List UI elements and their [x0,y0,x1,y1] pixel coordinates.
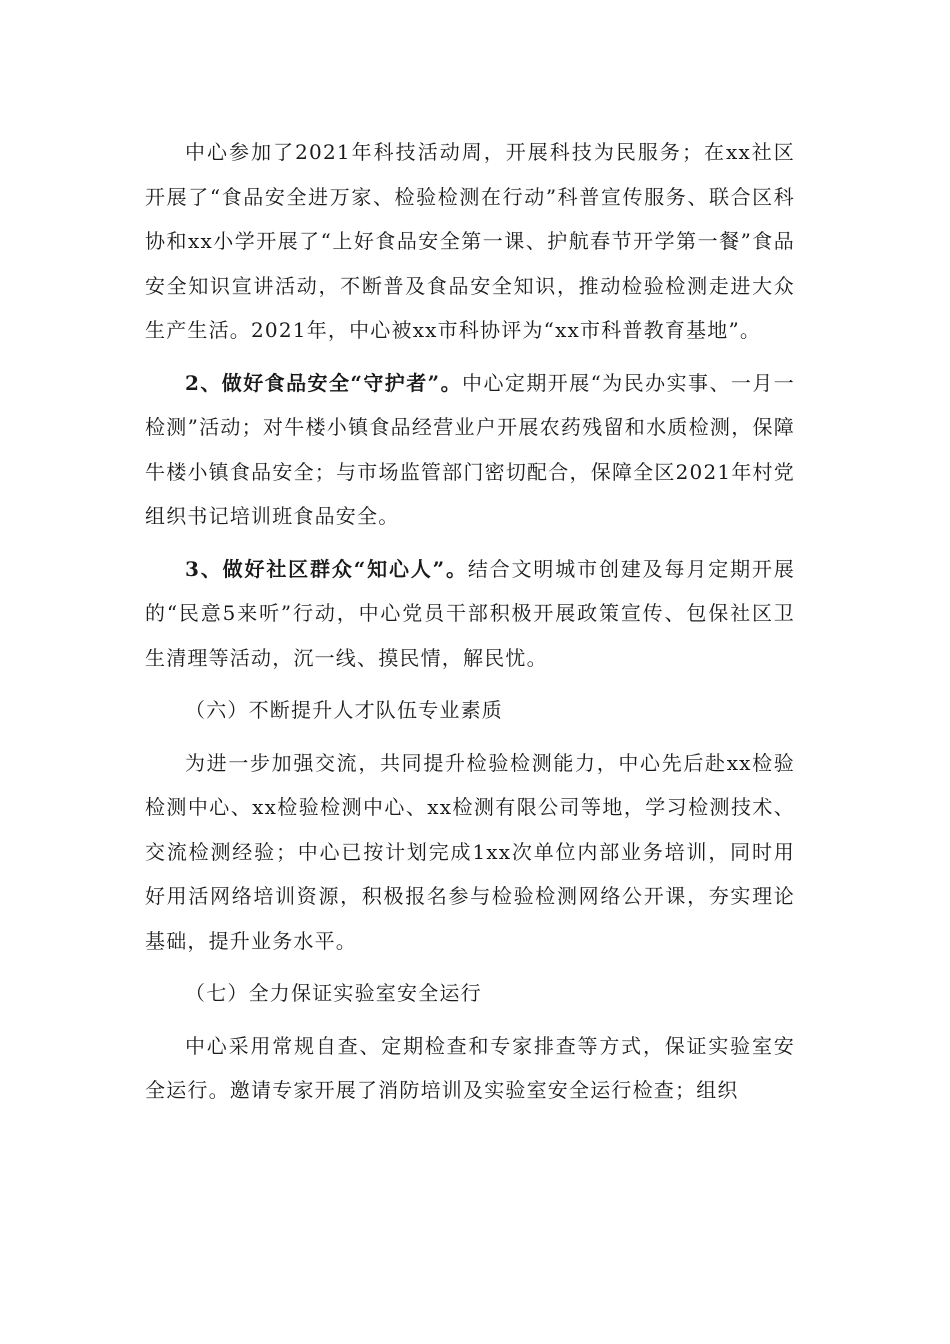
paragraph-exchange-training [145,741,795,964]
paragraph-text: 中心采用常规自查、定期检查和专家排查等方式，保证实验室安全运行。邀请专家开展了消防培训及实验室安全运行检查；组织 [145,1033,795,1102]
paragraph-text: 结合文明城市创建及每月定期开展的“民意5来听”行动，中心党员干部积极开展政策宣传、包保社区卫生清理等活动，沉一线、摸民情，解民忧。 [145,556,795,670]
paragraph-lab-safety [145,1024,795,1113]
paragraph-text: 中心参加了2021年科技活动周，开展科技为民服务；在xx社区开展了“食品安全进万家、检验检测在行动”科普宣传服务、联合区科协和xx小学开展了“上好食品安全第一课、护航春节开学第一餐”食品安全知识宣讲活动，不断普及食品安全知识，推动检验检测走进大众生产生活。2021年，中心被xx市科协评为“xx市科普教育基地”。 [145,140,795,342]
paragraph-text: 为进一步加强交流，共同提升检验检测能力，中心先后赴xx检验检测中心、xx检验检测中心、xx检测有限公司等地，学习检测技术、交流检测经验；中心已按计划完成1xx次单位内部业务培训，同时用好用活网络培训资源，积极报名参与检验检测网络公开课，夯实理论基础，提升业务水平。 [145,750,795,953]
paragraph-lead: 3、做好社区群众“知心人”。 [185,556,468,581]
paragraph-food-safety-guardian [145,361,795,539]
section-heading-text: （六）不断提升人才队伍专业素质 [185,698,503,722]
paragraph-science-week [145,130,795,353]
section-heading-text: （七）全力保证实验室安全运行 [185,981,482,1005]
paragraph-text: 中心定期开展“为民办实事、一月一检测”活动；对牛楼小镇食品经营业户开展农药残留和水质检测，保障牛楼小镇食品安全；与市场监管部门密切配合，保障全区2021年村党组织书记培训班食品安全。 [145,370,795,528]
document-body [145,130,795,1113]
paragraph-community-confidant [145,547,795,681]
section-heading-talent [145,688,795,733]
paragraph-lead: 2、做好食品安全“守护者”。 [185,370,463,395]
section-heading-lab-safety [145,971,795,1016]
